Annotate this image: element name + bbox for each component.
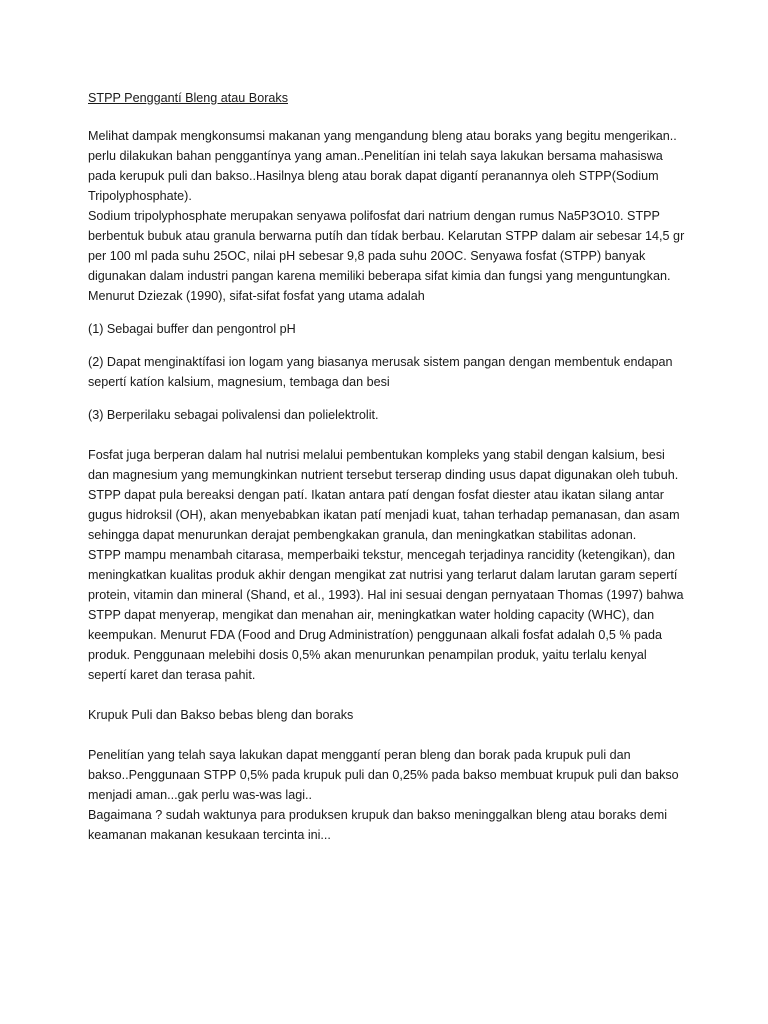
paragraph-closing: Bagaimana ? sudah waktunya para produksen krupuk dan bakso meninggalkan bleng atau boraks demi keamanan makanan kesukaan tercinta ini... (88, 808, 667, 842)
paragraph-starch: STPP dapat pula bereaksi dengan patí. Ikatan antara patí dengan fosfat diester atau ikatan silang antar gugus hidroksil (OH), akan menyebabkan ikatan patí menjadi kuat, tahan terhadap pemanasan, dan asam sehingga dapat menurunkan derajat pembengkakan granula, dan meningkatkan stabilitas adonan. (88, 488, 680, 542)
paragraph-benefits: STPP mampu menambah citarasa, memperbaiki tekstur, mencegah terjadinya rancidity (ketengikan), dan meningkatkan kualitas produk akhir dengan mengikat zat nutrisi yang terlarut dalam larutan garam sepertí protein, vitamin dan mineral (Shand, et al., 1993). Hal ini sesuai dengan pernyataan Thomas (1997) bahwa STPP dapat menyerap, mengikat dan menahan air, meningkatkan water holding capacity (WHC), dan keempukan. Menurut FDA (Food and Drug Administratíon) penggunaan alkali fosfat adalah 0,5 % pada produk. Penggunaan melebihi dosis 0,5% akan menurunkan penampilan produk, yaitu terlalu kenyal sepertí karet dan terasa pahit. (88, 548, 684, 682)
document-title: STPP Penggantí Bleng atau Boraks (88, 91, 288, 105)
paragraph-stpp-definition: Sodium tripolyphosphate merupakan senyawa polifosfat dari natrium dengan rumus Na5P3O10. STPP berbentuk bubuk atau granula berwarna putíh dan tídak berbau. Kelarutan STPP dalam air sebesar 14,5 gr per 100 ml pada suhu 25OC, nilai pH sebesar 9,8 pada suhu 20OC. Senyawa fosfat (STPP) banyak digunakan dalam industri pangan karena memiliki beberapa sifat kimia dan fungsi yang menguntungkan. Menurut Dziezak (1990), sifat-sifat fosfat yang utama adalah (88, 209, 685, 303)
paragraph-intro: Melihat dampak mengkonsumsi makanan yang mengandung bleng atau boraks yang begitu mengerikan.. perlu dilakukan bahan penggantínya yang aman..Penelitían ini telah saya lakukan bersama mahasiswa pada kerupuk puli dan bakso..Hasilnya bleng atau borak dapat digantí peranannya oleh STPP(Sodium Tripolyphosphate). (88, 129, 677, 203)
paragraph-research: Penelitían yang telah saya lakukan dapat menggantí peran bleng dan borak pada krupuk puli dan bakso..Penggunaan STPP 0,5% pada krupuk puli dan 0,25% pada bakso membuat krupuk puli dan bakso menjadi aman...gak perlu was-was lagi.. (88, 748, 679, 802)
list-item-1: (1) Sebagai buffer dan pengontrol pH (88, 322, 296, 336)
section-heading: Krupuk Puli dan Bakso bebas bleng dan boraks (88, 708, 354, 722)
paragraph-nutrition: Fosfat juga berperan dalam hal nutrisi melalui pembentukan kompleks yang stabil dengan kalsium, besi dan magnesium yang memungkinkan nutrient tersebut terserap dinding usus dapat digunakan oleh tubuh. (88, 448, 679, 482)
list-item-2: (2) Dapat menginaktífasi ion logam yang biasanya merusak sistem pangan dengan membentuk endapan sepertí katíon kalsium, magnesium, tembaga dan besi (88, 355, 673, 389)
document-page (88, 88, 688, 845)
list-item-3: (3) Berperilaku sebagai polivalensi dan polielektrolit. (88, 408, 379, 422)
